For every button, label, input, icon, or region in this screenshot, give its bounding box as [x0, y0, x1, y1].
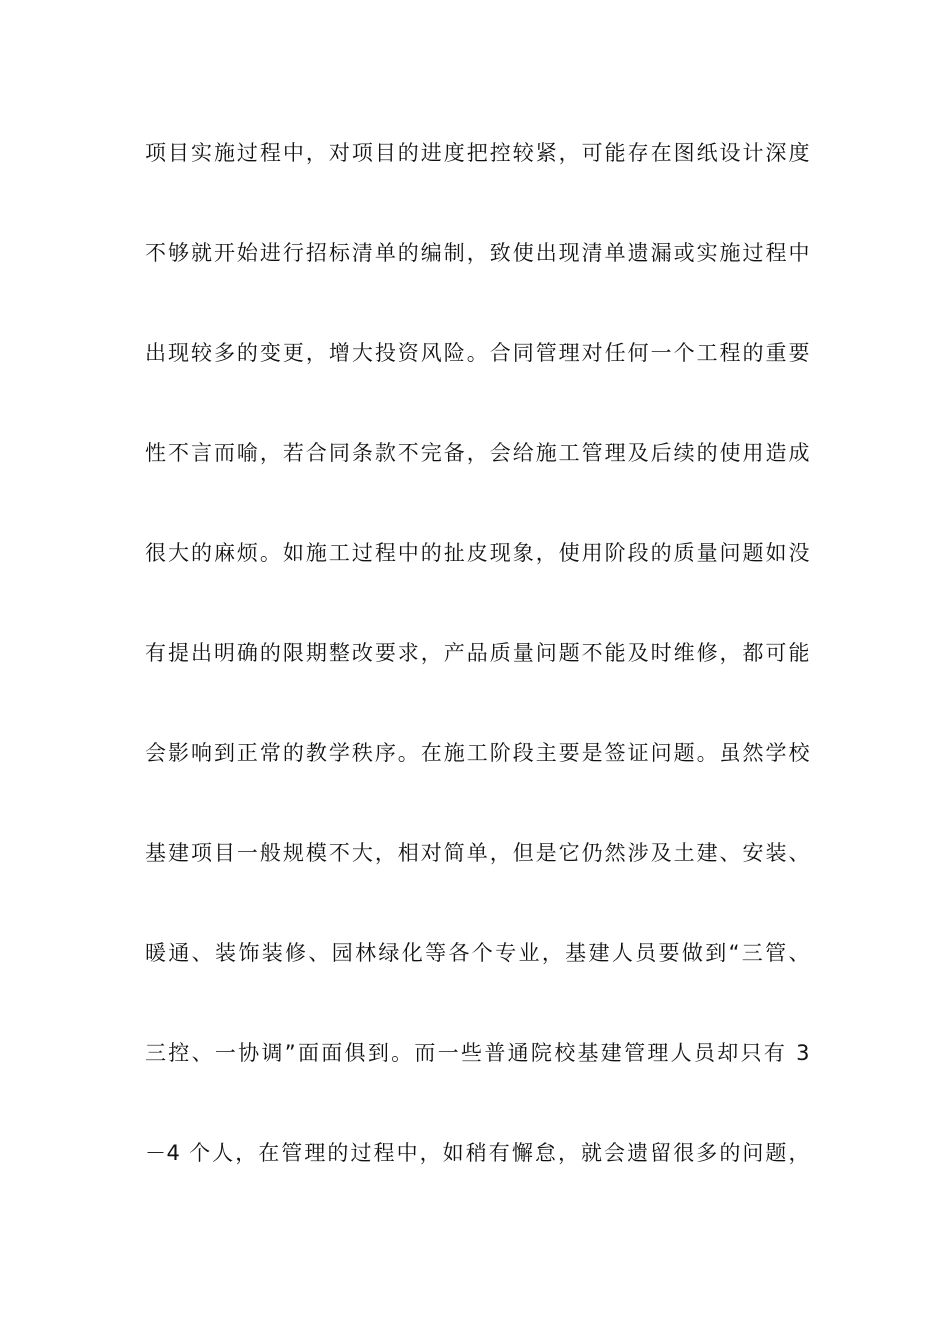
text-line-5: 很大的麻烦。如施工过程中的扯皮现象，使用阶段的质量问题如没 [145, 541, 810, 565]
text-line-10: 三控、一协调”面面俱到。而一些普通院校基建管理人员却只有 3 [145, 1041, 810, 1065]
body-paragraph [145, 128, 810, 1228]
text-line-1: 项目实施过程中，对项目的进度把控较紧，可能存在图纸设计深度 [145, 141, 810, 165]
text-line-4: 性不言而喻，若合同条款不完备，会给施工管理及后续的使用造成 [145, 441, 810, 465]
text-line-9: 暖通、装饰装修、园林绿化等各个专业，基建人员要做到“三管、 [145, 941, 810, 965]
text-line-11: －4 个人，在管理的过程中，如稍有懈怠，就会遗留很多的问题， [145, 1141, 810, 1165]
text-line-7: 会影响到正常的教学秩序。在施工阶段主要是签证问题。虽然学校 [145, 741, 810, 765]
text-line-6: 有提出明确的限期整改要求，产品质量问题不能及时维修，都可能 [145, 641, 810, 665]
text-line-2: 不够就开始进行招标清单的编制，致使出现清单遗漏或实施过程中 [145, 241, 810, 265]
text-line-3: 出现较多的变更，增大投资风险。合同管理对任何一个工程的重要 [145, 341, 810, 365]
text-line-8: 基建项目一般规模不大，相对简单，但是它仍然涉及土建、安装、 [145, 841, 810, 865]
